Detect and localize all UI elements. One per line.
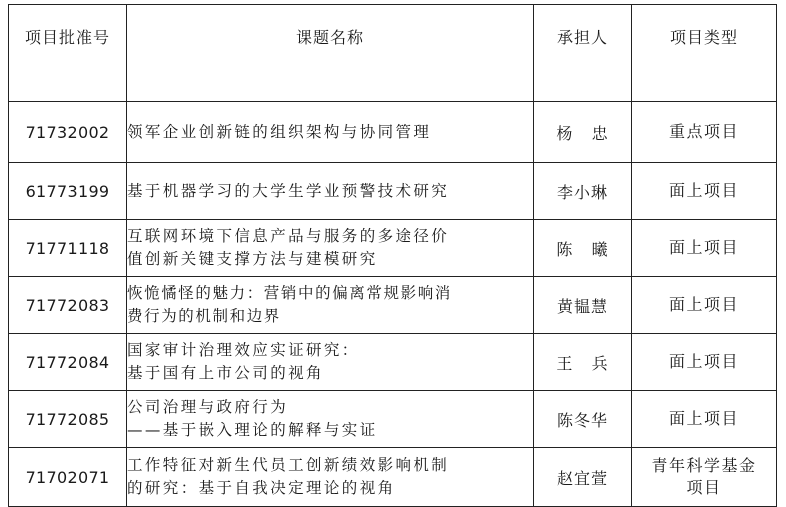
project-id: 71772084 (9, 334, 127, 391)
title-line: 恢恑憰怪的魅力：营销中的偏离常规影响消 (127, 284, 452, 302)
project-type (632, 220, 777, 277)
title-line: 费行为的机制和边界 (127, 307, 281, 325)
type-line: 面上项目 (668, 181, 739, 200)
project-type (632, 448, 777, 507)
title-line: 的研究：基于自我决定理论的视角 (127, 479, 396, 497)
header-owner: 承担人 (534, 5, 632, 102)
project-title (127, 391, 534, 448)
project-owner: 赵宜萱 (534, 448, 632, 507)
project-owner: 陈冬华 (534, 391, 632, 448)
table-row (9, 102, 777, 163)
project-type (632, 334, 777, 391)
project-id: 71772085 (9, 391, 127, 448)
table-row (9, 334, 777, 391)
project-type (632, 102, 777, 163)
project-owner: 陈 曦 (534, 220, 632, 277)
header-project-type: 项目类型 (632, 5, 777, 102)
table-row (9, 277, 777, 334)
title-line: 工作特征对新生代员工创新绩效影响机制 (127, 456, 450, 474)
title-line: 领军企业创新链的组织架构与协同管理 (127, 122, 432, 141)
type-line: 青年科学基金 (651, 456, 757, 475)
project-id: 71732002 (9, 102, 127, 163)
project-title (127, 334, 534, 391)
title-line: 基于国有上市公司的视角 (127, 364, 324, 382)
header-project-id: 项目批准号 (9, 5, 127, 102)
project-table (8, 4, 777, 507)
type-line: 重点项目 (668, 122, 739, 141)
type-line: 面上项目 (668, 238, 739, 257)
title-line: 公司治理与政府行为 (127, 398, 289, 416)
title-line: 国家审计治理效应实证研究： (127, 341, 360, 359)
table-header-row (9, 5, 777, 102)
project-title (127, 220, 534, 277)
table-row (9, 163, 777, 220)
table-row (9, 391, 777, 448)
project-id: 71772083 (9, 277, 127, 334)
project-title (127, 163, 534, 220)
project-type (632, 163, 777, 220)
header-project-title: 课题名称 (127, 5, 534, 102)
project-title (127, 277, 534, 334)
type-line: 面上项目 (668, 295, 739, 314)
project-title (127, 102, 534, 163)
type-line: 面上项目 (668, 352, 739, 371)
project-owner: 杨 忠 (534, 102, 632, 163)
project-id: 71702071 (9, 448, 127, 507)
project-title (127, 448, 534, 507)
title-line: 基于机器学习的大学生学业预警技术研究 (127, 181, 450, 200)
project-owner: 黄韫慧 (534, 277, 632, 334)
title-line: ——基于嵌入理论的解释与实证 (127, 421, 378, 439)
table-row (9, 448, 777, 507)
project-type (632, 277, 777, 334)
project-type (632, 391, 777, 448)
project-owner: 王 兵 (534, 334, 632, 391)
type-line: 面上项目 (668, 409, 739, 428)
project-id: 71771118 (9, 220, 127, 277)
title-line: 互联网环境下信息产品与服务的多途径价 (127, 227, 450, 245)
project-owner: 李小琳 (534, 163, 632, 220)
project-id: 61773199 (9, 163, 127, 220)
table-row (9, 220, 777, 277)
title-line: 值创新关键支撑方法与建模研究 (127, 250, 378, 268)
type-line: 项目 (686, 478, 722, 497)
